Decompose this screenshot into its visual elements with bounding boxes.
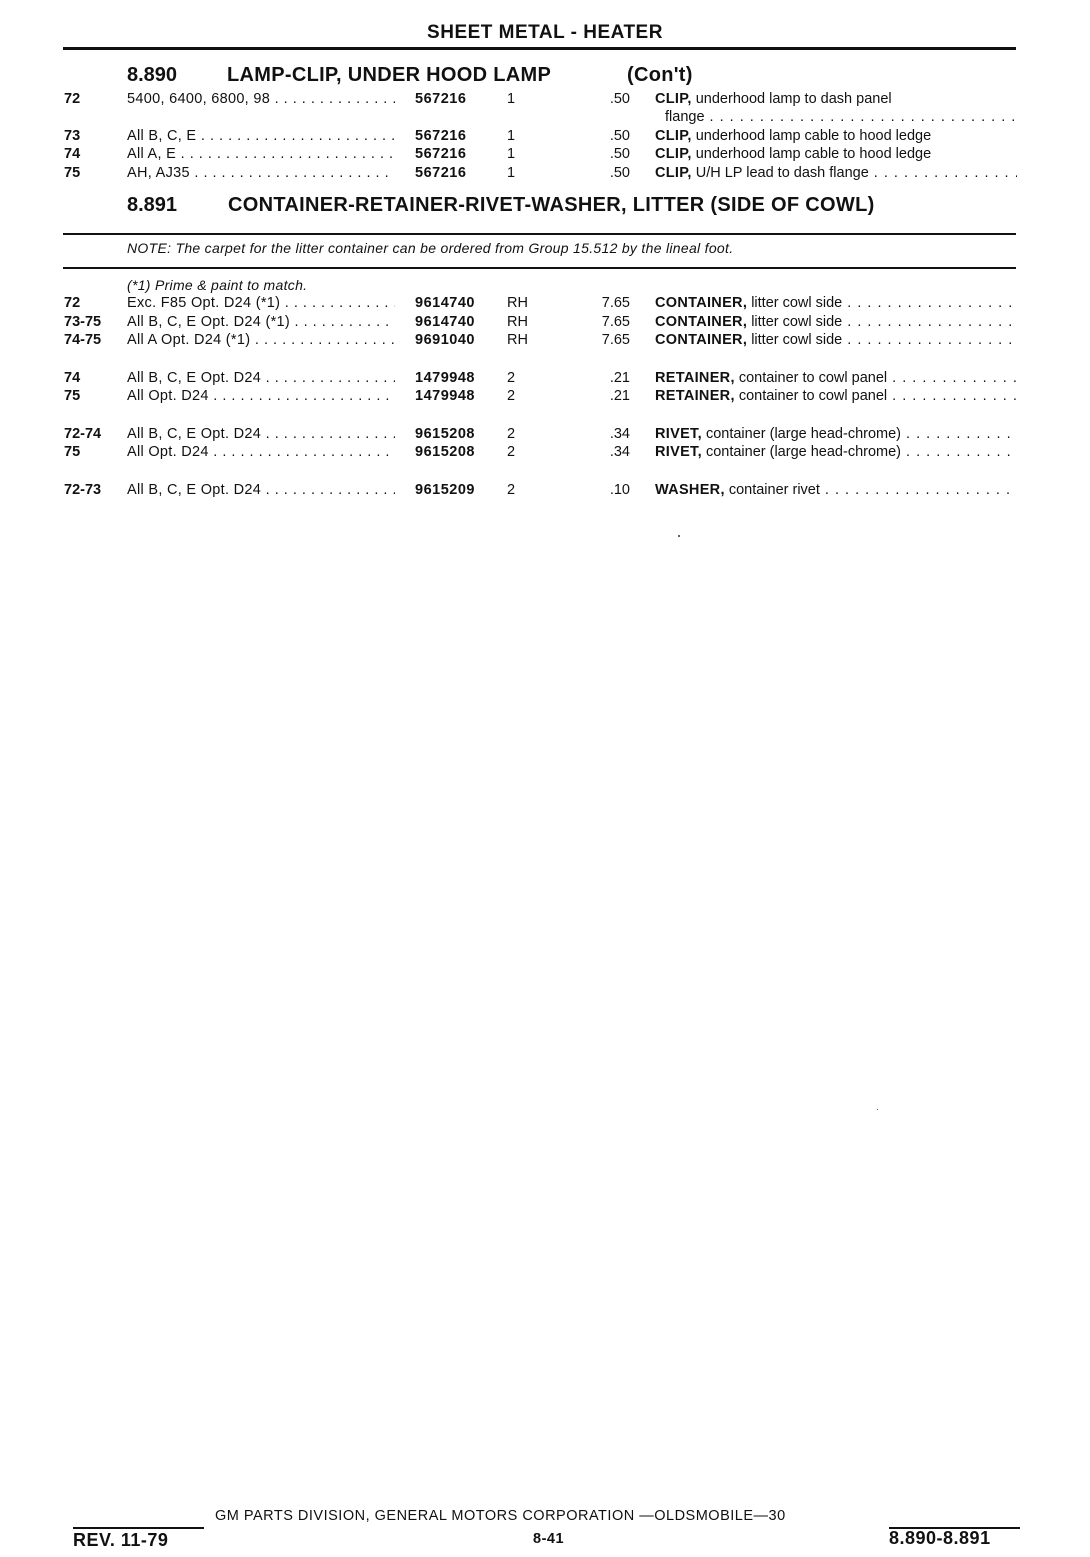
parts-row (0, 91, 1090, 109)
quantity-cell: 2 (507, 388, 516, 404)
part-number-cell: 9615208 (415, 426, 475, 442)
part-number-cell: 9615208 (415, 444, 475, 460)
part-name: CONTAINER, (655, 314, 748, 330)
part-number-cell: 1479948 (415, 388, 475, 404)
quantity-cell: 2 (507, 482, 516, 498)
model-cell: All A, E . . . (127, 146, 395, 162)
parts-row (0, 370, 1090, 388)
parts-row (0, 314, 1090, 332)
page-title: SHEET METAL - HEATER (427, 22, 663, 43)
part-number-cell: 1479948 (415, 370, 475, 386)
section-note: NOTE: The carpet for the litter container can be ordered from Group 15.512 by the lineal foot. (127, 240, 734, 256)
section-number: 8.891 (127, 194, 178, 216)
quantity-cell: 1 (507, 146, 516, 162)
quantity-cell: 2 (507, 426, 516, 442)
quantity-cell: RH (507, 314, 528, 330)
note-rule-top (63, 233, 1016, 235)
part-description: container to cowl panel (738, 388, 888, 404)
year-cell: 75 (64, 388, 81, 404)
year-cell: 73-75 (64, 314, 102, 330)
year-cell: 72 (64, 91, 81, 107)
model-cell: 5400, 6400, 6800, 98 . . . (127, 91, 395, 107)
section-title: LAMP-CLIP, UNDER HOOD LAMP (227, 64, 552, 86)
price-cell: 7.65 (601, 295, 630, 311)
model-cell: All Opt. D24 . . . (127, 444, 395, 460)
model-cell: All A Opt. D24 (*1) . . . (127, 332, 395, 348)
quantity-cell: 1 (507, 128, 516, 144)
part-number-cell: 567216 (415, 128, 467, 144)
price-cell: .50 (609, 91, 630, 107)
part-description: underhood lamp to dash panel (695, 91, 892, 107)
price-cell: 7.65 (601, 314, 630, 330)
price-cell: 7.65 (601, 332, 630, 348)
part-number-cell: 9615209 (415, 482, 475, 498)
description-continuation (665, 109, 1017, 125)
part-description: U/H LP lead to dash flange (695, 165, 869, 181)
part-name: CLIP, (655, 146, 692, 162)
price-cell: .34 (609, 444, 630, 460)
footnote: (*1) Prime & paint to match. (127, 277, 308, 293)
description-cell (655, 388, 1017, 404)
note-rule-bottom (63, 267, 1016, 269)
description-cell (655, 482, 1017, 498)
price-cell: .21 (609, 370, 630, 386)
part-number-cell: 567216 (415, 91, 467, 107)
parts-row (0, 426, 1090, 444)
year-cell: 73 (64, 128, 81, 144)
model-cell: All Opt. D24 . . . (127, 388, 395, 404)
price-cell: .10 (609, 482, 630, 498)
part-description: container to cowl panel (738, 370, 888, 386)
part-name: RETAINER, (655, 370, 735, 386)
description-cell (655, 370, 1017, 386)
model-cell: AH, AJ35 . . . (127, 165, 395, 181)
part-description: container (large head-chrome) (705, 426, 901, 442)
description-cell (655, 128, 1017, 144)
price-cell: .34 (609, 426, 630, 442)
scan-speck (678, 535, 680, 537)
part-name: RIVET, (655, 426, 702, 442)
parts-row-continuation (0, 109, 1090, 127)
part-description: litter cowl side (751, 314, 843, 330)
footer-rule-left (73, 1527, 204, 1529)
model-cell: All B, C, E Opt. D24 . . . (127, 370, 395, 386)
description-cell (655, 332, 1017, 348)
description-cell (655, 314, 1017, 330)
price-cell: .50 (609, 165, 630, 181)
year-cell: 75 (64, 444, 81, 460)
description-cell (655, 426, 1017, 442)
parts-row (0, 482, 1090, 500)
parts-row (0, 388, 1090, 406)
year-cell: 74-75 (64, 332, 102, 348)
part-number-cell: 567216 (415, 146, 467, 162)
parts-row (0, 295, 1090, 313)
footer-section-range: 8.890-8.891 (889, 1528, 991, 1548)
part-description: underhood lamp cable to hood ledge (695, 128, 932, 144)
section-title: CONTAINER-RETAINER-RIVET-WASHER, LITTER (SIDE OF COWL) (228, 194, 875, 216)
section-number: 8.890 (127, 64, 178, 86)
model-cell: All B, C, E Opt. D24 . . . (127, 482, 395, 498)
price-cell: .50 (609, 128, 630, 144)
footer-revision: REV. 11-79 (73, 1530, 169, 1550)
part-description: container (large head-chrome) (705, 444, 901, 460)
year-cell: 74 (64, 146, 81, 162)
part-number-cell: 9614740 (415, 295, 475, 311)
part-description: litter cowl side (751, 295, 843, 311)
description-cell (655, 146, 1017, 162)
part-number-cell: 9614740 (415, 314, 475, 330)
parts-row (0, 146, 1090, 164)
quantity-cell: 2 (507, 370, 516, 386)
description-cell (655, 444, 1017, 460)
quantity-cell: RH (507, 332, 528, 348)
parts-row (0, 128, 1090, 146)
part-description: litter cowl side (751, 332, 843, 348)
price-cell: .50 (609, 146, 630, 162)
part-name: CLIP, (655, 165, 692, 181)
parts-row (0, 332, 1090, 350)
part-description: container rivet (728, 482, 820, 498)
parts-row (0, 444, 1090, 462)
part-name: CLIP, (655, 128, 692, 144)
model-cell: All B, C, E . . . (127, 128, 395, 144)
part-name: CLIP, (655, 91, 692, 107)
description-cell (655, 295, 1017, 311)
year-cell: 72 (64, 295, 81, 311)
header-rule (63, 47, 1016, 50)
quantity-cell: 2 (507, 444, 516, 460)
quantity-cell: 1 (507, 91, 516, 107)
part-name: RIVET, (655, 444, 702, 460)
part-description-line2: flange (665, 109, 705, 125)
year-cell: 75 (64, 165, 81, 181)
part-name: CONTAINER, (655, 332, 748, 348)
year-cell: 72-73 (64, 482, 102, 498)
price-cell: .21 (609, 388, 630, 404)
section-continued-label: (Con't) (627, 64, 693, 86)
year-cell: 74 (64, 370, 81, 386)
year-cell: 72-74 (64, 426, 102, 442)
part-number-cell: 9691040 (415, 332, 475, 348)
part-description: underhood lamp cable to hood ledge (695, 146, 932, 162)
quantity-cell: 1 (507, 165, 516, 181)
part-name: CONTAINER, (655, 295, 748, 311)
description-cell (655, 165, 1017, 181)
part-name: WASHER, (655, 482, 725, 498)
footer-publisher: GM PARTS DIVISION, GENERAL MOTORS CORPORATION —OLDSMOBILE—30 (215, 1508, 786, 1524)
parts-row (0, 165, 1090, 183)
quantity-cell: RH (507, 295, 528, 311)
model-cell: All B, C, E Opt. D24 (*1) . . . (127, 314, 395, 330)
footer-page-number: 8-41 (533, 1531, 565, 1547)
model-cell: Exc. F85 Opt. D24 (*1) . . . (127, 295, 395, 311)
model-cell: All B, C, E Opt. D24 . . . (127, 426, 395, 442)
part-name: RETAINER, (655, 388, 735, 404)
part-number-cell: 567216 (415, 165, 467, 181)
scan-speck (877, 1109, 878, 1110)
description-cell (655, 91, 1017, 107)
